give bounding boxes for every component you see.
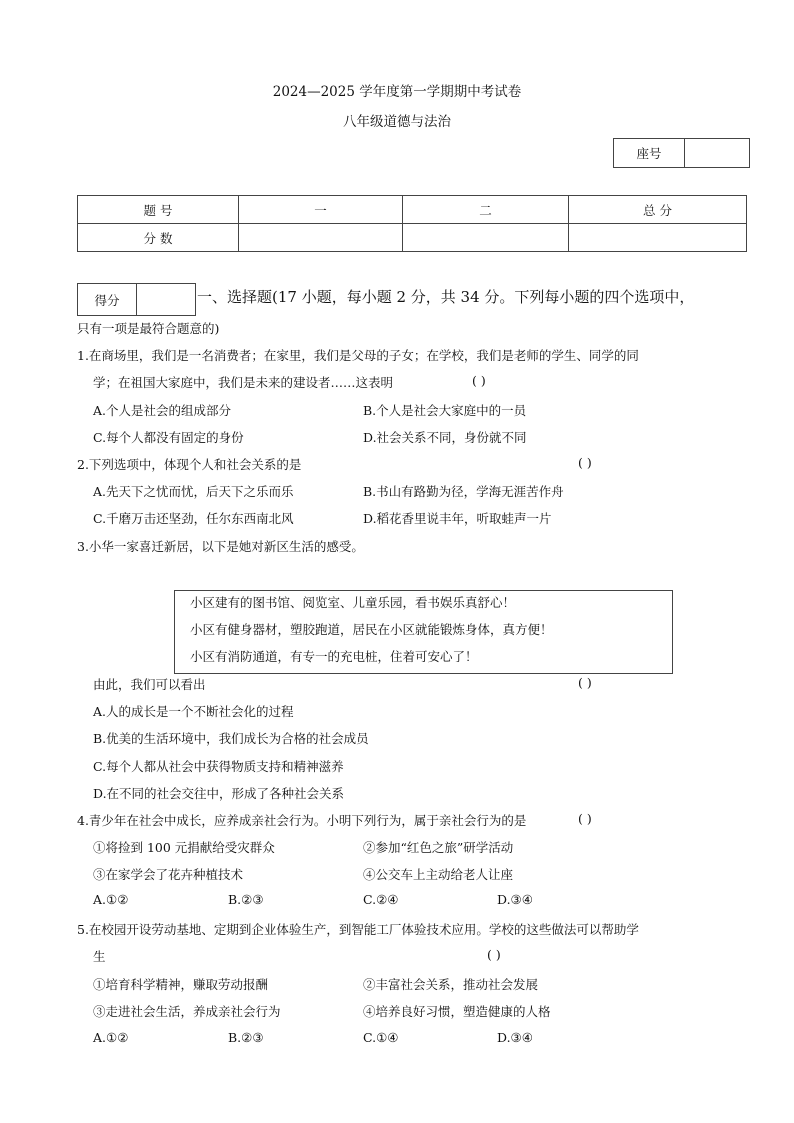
q1-option-b: B.个人是社会大家庭中的一员 [363, 403, 527, 418]
q4-answer-paren[interactable]: ( ) [578, 811, 592, 826]
score-cell[interactable] [403, 224, 569, 252]
seat-label: 座号 [614, 139, 685, 168]
q2-option-d: D.稻花香里说丰年，听取蛙声一片 [363, 511, 552, 526]
q3-lead: 由此，我们可以看出 [93, 677, 206, 692]
q1-option-c: C.每个人都没有固定的身份 [93, 430, 244, 445]
q5-item-3: ③走进社会生活，养成亲社会行为 [93, 1004, 281, 1019]
q4-item-3: ③在家学会了花卉种植技术 [93, 867, 244, 882]
exam-subtitle: 八年级道德与法治 [343, 114, 451, 130]
score-table-header: 总 分 [569, 196, 747, 224]
score-cell[interactable] [239, 224, 403, 252]
q3-stem: 3.小华一家喜迁新居，以下是她对新区生活的感受。 [77, 539, 364, 554]
q3-quote-line: 小区建有的图书馆、阅览室、儿童乐园，看书娱乐真舒心！ [190, 595, 516, 610]
q3-quote-line: 小区有健身器材，塑胶跑道，居民在小区就能锻炼身体，真方便！ [190, 622, 553, 637]
q5-option-b: B.②③ [228, 1030, 264, 1045]
q3-option-c: C.每个人都从社会中获得物质支持和精神滋养 [93, 759, 344, 774]
section-heading-cont: 只有一项是最符合题意的) [77, 321, 220, 336]
q4-stem: 4.青少年在社会中成长，应养成亲社会行为。小明下列行为，属于亲社会行为的是 [77, 813, 527, 828]
q2-answer-paren[interactable]: ( ) [578, 455, 592, 470]
score-table-row-label: 分 数 [78, 224, 239, 252]
q4-option-d: D.③④ [497, 892, 533, 907]
q1-option-d: D.社会关系不同，身份就不同 [363, 430, 527, 445]
section-score-label: 得分 [78, 284, 137, 316]
q5-stem: 5.在校园开设劳动基地、定期到企业体验生产，到智能工厂体验技术应用。学校的这些做法可以帮助学 [77, 922, 639, 937]
q5-option-d: D.③④ [497, 1030, 533, 1045]
score-table-header: 二 [403, 196, 569, 224]
q3-option-a: A.人的成长是一个不断社会化的过程 [93, 704, 294, 719]
q2-stem: 2.下列选项中，体现个人和社会关系的是 [77, 457, 302, 472]
exam-title: 2024—2025 学年度第一学期期中考试卷 [272, 84, 522, 100]
q2-option-b: B.书山有路勤为径，学海无涯苦作舟 [363, 484, 564, 499]
q4-item-2: ②参加“红色之旅”研学活动 [363, 840, 514, 855]
q1-answer-paren[interactable]: ( ) [472, 373, 486, 388]
q2-option-c: C.千磨万击还坚劲，任尔东西南北风 [93, 511, 294, 526]
q5-item-4: ④培养良好习惯，塑造健康的人格 [363, 1004, 551, 1019]
q5-stem-cont: 生 [93, 949, 106, 964]
section-score-value[interactable] [137, 284, 196, 316]
q3-option-b: B.优美的生活环境中，我们成长为合格的社会成员 [93, 731, 369, 746]
q4-option-b: B.②③ [228, 892, 264, 907]
q4-item-4: ④公交车上主动给老人让座 [363, 867, 514, 882]
score-table-header: 题 号 [78, 196, 239, 224]
score-table-header: 一 [239, 196, 403, 224]
seat-value-cell[interactable] [685, 139, 750, 168]
q3-answer-paren[interactable]: ( ) [578, 675, 592, 690]
q1-stem-cont: 学；在祖国大家庭中，我们是未来的建设者……这表明 [93, 375, 394, 390]
q5-option-a: A.①② [93, 1030, 129, 1045]
q3-option-d: D.在不同的社会交往中，形成了各种社会关系 [93, 786, 345, 801]
seat-number-box [613, 138, 750, 168]
score-cell[interactable] [569, 224, 747, 252]
q3-quote-line: 小区有消防通道，有专一的充电桩，住着可安心了！ [190, 649, 478, 664]
q5-answer-paren[interactable]: ( ) [487, 947, 501, 962]
q4-option-a: A.①② [93, 892, 129, 907]
q4-option-c: C.②④ [363, 892, 399, 907]
score-table [77, 195, 747, 252]
section-score-box [77, 283, 196, 316]
q1-stem: 1.在商场里，我们是一名消费者；在家里，我们是父母的子女；在学校，我们是老师的学生、同学的同 [77, 348, 639, 363]
q5-item-2: ②丰富社会关系，推动社会发展 [363, 977, 539, 992]
q5-option-c: C.①④ [363, 1030, 399, 1045]
q1-option-a: A.个人是社会的组成部分 [93, 403, 232, 418]
q5-item-1: ①培育科学精神，赚取劳动报酬 [93, 977, 269, 992]
section-heading: 一、选择题(17 小题，每小题 2 分，共 34 分。下列每小题的四个选项中， [197, 288, 695, 306]
q4-item-1: ①将捡到 100 元捐献给受灾群众 [93, 840, 275, 855]
q2-option-a: A.先天下之忧而忧，后天下之乐而乐 [93, 484, 294, 499]
